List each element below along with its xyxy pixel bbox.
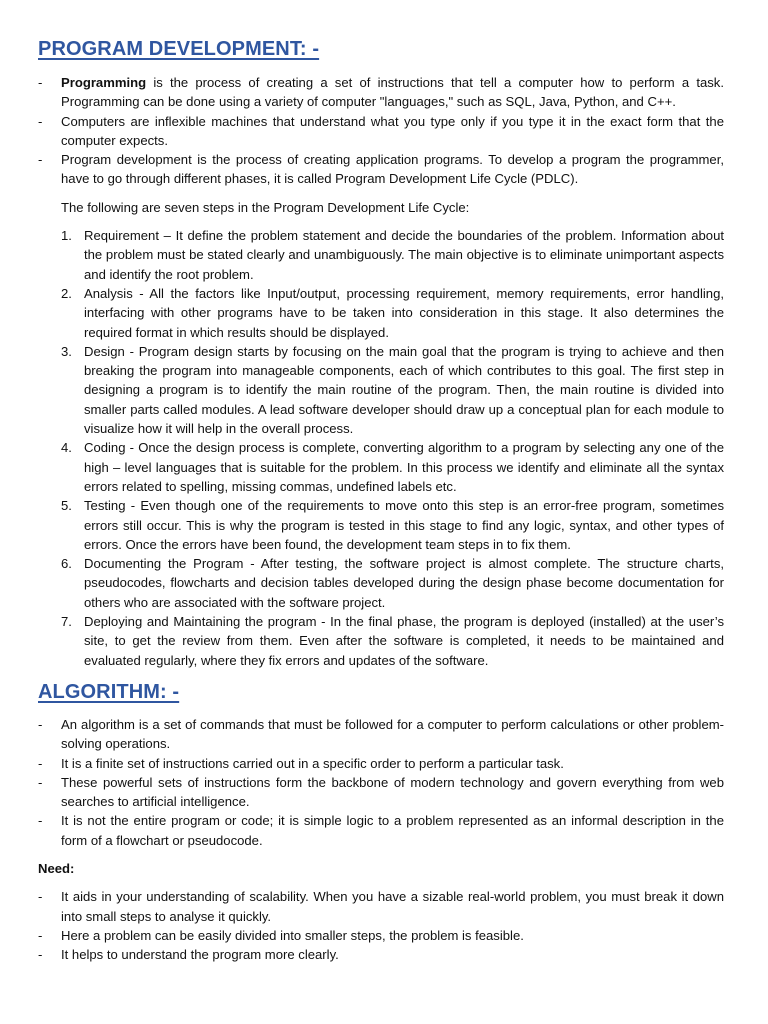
list-item xyxy=(38,612,724,670)
list-item xyxy=(38,150,724,189)
algorithm-bullets xyxy=(38,715,724,850)
list-item xyxy=(38,554,724,612)
list-item: - It is not the entire program or code; it is simple logic to a problem represented as an informal description in the form of a flowchart or pseudocode. xyxy=(38,811,724,850)
need-label: Need: xyxy=(38,860,75,876)
step-number: 5. xyxy=(61,498,72,514)
list-item: - It helps to understand the program more clearly. xyxy=(38,945,724,964)
step-text: Documenting the Program - After testing, the software project is almost complete. The structure charts, pseudocodes, flowcharts and decision tables developed during the design phase become documentation for others who are associated with the software project. xyxy=(84,556,724,610)
pdlc-intro: The following are seven steps in the Program Development Life Cycle: xyxy=(61,199,470,215)
bullet-text: is the process of creating a set of instructions that tell a computer how to perform a task. Programming can be done using a variety of computer "languages," such as SQL, Java, Python, and C++. xyxy=(61,75,724,110)
list-item xyxy=(38,342,724,438)
list-item: - It is a finite set of instructions carried out in a specific order to perform a particular task. xyxy=(38,754,724,773)
step-text: Coding - Once the design process is complete, converting algorithm to a program by selecting any one of the high – level languages that is suitable for the problem. In this process we identify and eliminate all the syntax errors related to spelling, missing commas, undefined labels etc. xyxy=(84,440,724,494)
list-item xyxy=(38,284,724,342)
bullet-text: Computers are inflexible machines that understand what you type only if you type it in the exact form that the computer expects. xyxy=(61,113,724,148)
step-number: 7. xyxy=(61,614,72,630)
step-number: 4. xyxy=(61,440,72,456)
bold-term: Programming xyxy=(61,75,147,90)
list-item: - An algorithm is a set of commands that must be followed for a computer to perform calculations or other problem-solving operations. xyxy=(38,715,724,754)
step-text: Design - Program design starts by focusing on the main goal that the program is trying to achieve and then breaking the program into manageable components, each of which contributes to this goal. The first step in designing a program is to identify the main routine of the program. Then, the main routine is divided into smaller parts called modules. A lead software developer should draw up a conceptual plan for each module to visualize how it will help in the overall process. xyxy=(84,343,724,437)
list-item: - Here a problem can be easily divided into smaller steps, the problem is feasible. xyxy=(38,926,724,945)
list-item xyxy=(38,226,724,284)
need-bullets xyxy=(38,887,724,964)
list-item: - These powerful sets of instructions form the backbone of modern technology and govern everything from web searches to artificial intelligence. xyxy=(38,773,724,812)
pdlc-steps xyxy=(38,226,724,670)
list-item xyxy=(38,73,724,112)
step-number: 1. xyxy=(61,228,72,244)
program-development-bullets xyxy=(38,73,724,189)
list-item xyxy=(38,496,724,554)
list-item: - It aids in your understanding of scalability. When you have a sizable real-world problem, you must break it down into small steps to analyse it quickly. xyxy=(38,887,724,926)
step-number: 6. xyxy=(61,556,72,572)
step-text: Requirement – It define the problem statement and decide the boundaries of the problem. Information about the problem must be stated clearly and unambiguously. The main objective is to eliminate unimportant aspects and identify the root problem. xyxy=(84,228,724,282)
list-item xyxy=(38,112,724,151)
bullet-text: Program development is the process of creating application programs. To develop a program the programmer, have to go through different phases, it is called Program Development Life Cycle (PDLC). xyxy=(61,152,724,187)
step-number: 2. xyxy=(61,285,72,301)
program-development-heading: PROGRAM DEVELOPMENT: - xyxy=(38,38,320,60)
step-number: 3. xyxy=(61,343,72,359)
step-text: Analysis - All the factors like Input/output, processing requirement, memory requirements, error handling, interfacing with other programs have to be taken into consideration in this stage. It also determines the required format in which results should be displayed. xyxy=(84,285,724,340)
list-item xyxy=(38,438,724,496)
algorithm-heading: ALGORITHM: - xyxy=(38,680,180,703)
step-text: Deploying and Maintaining the program - In the final phase, the program is deployed (installed) at the user’s site, to get the review from them. Even after the software is completed, it needs to be maintained and evaluated regularly, where they fix errors and updates of the software. xyxy=(84,614,724,668)
step-text: Testing - Even though one of the requirements to move onto this step is an error-free program, sometimes errors still occur. This is why the program is tested in this stage to find any logic, syntax, and other types of errors. Once the errors have been found, the development team steps in to fix them. xyxy=(84,498,724,552)
